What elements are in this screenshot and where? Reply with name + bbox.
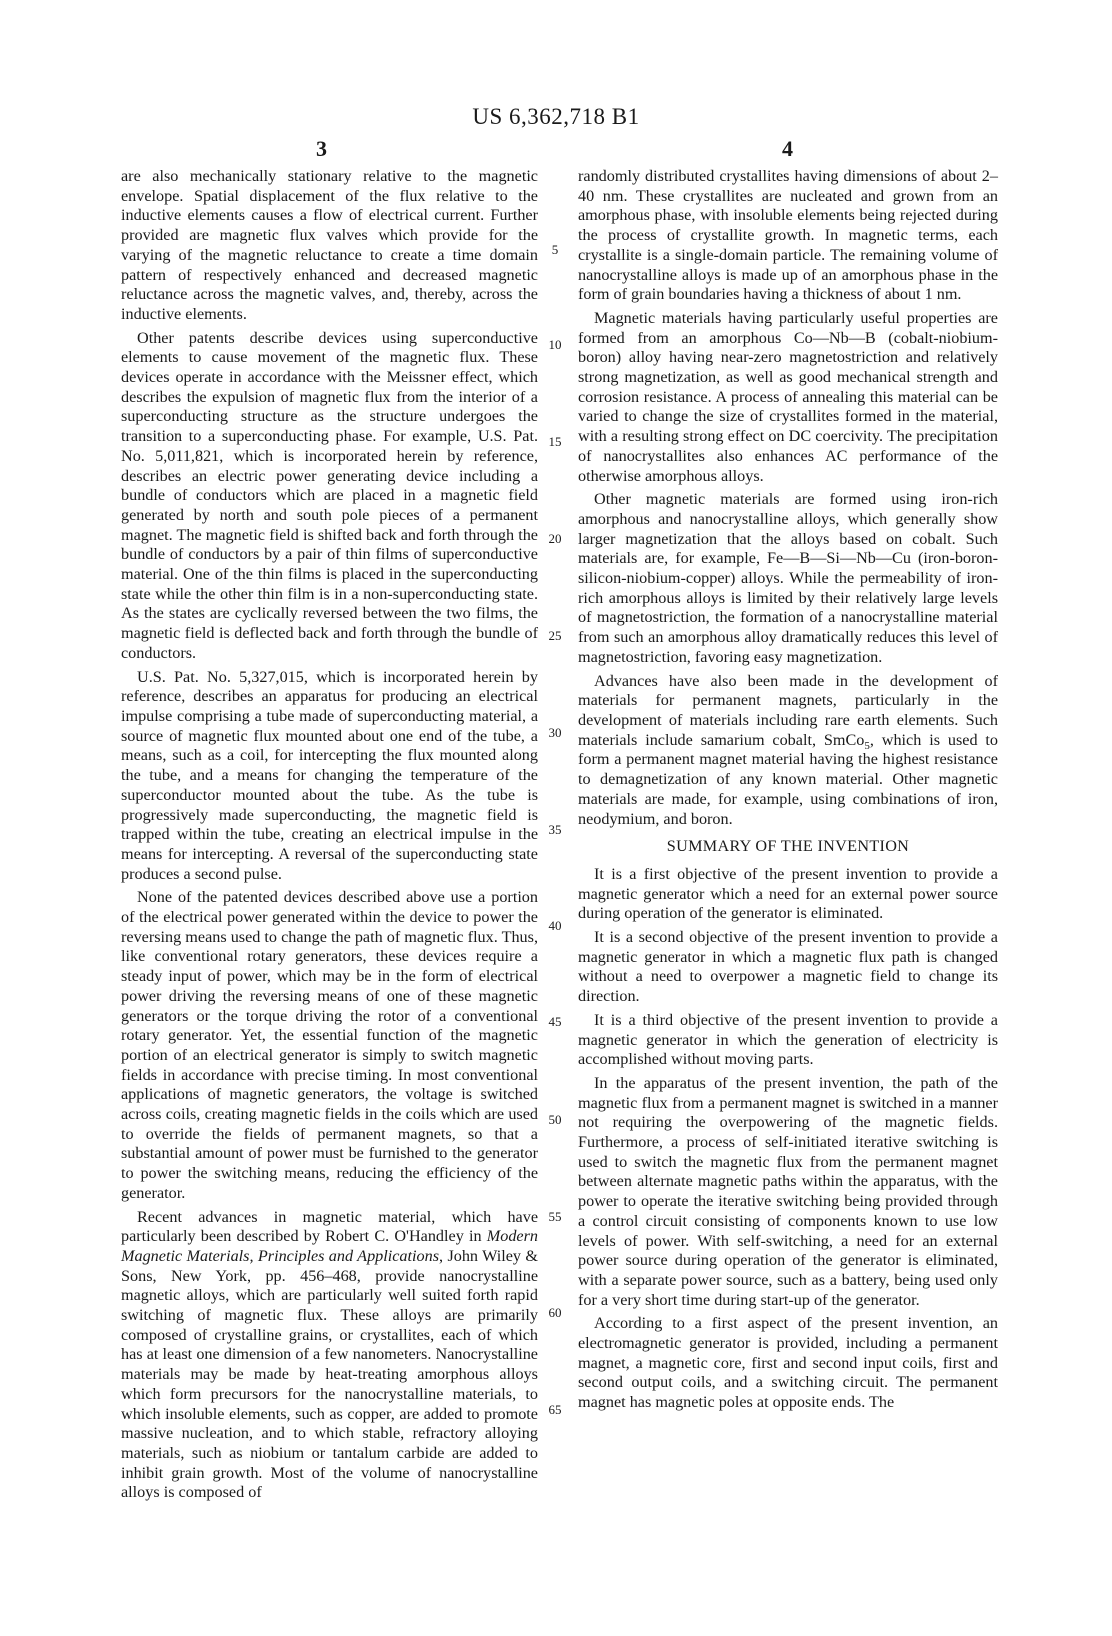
column-number-right: 4 bbox=[782, 136, 793, 161]
paragraph-text: Advances have also been made in the development of materials for permanent magnets, particularly in the development of materials including rare earth elements. Such materials include samarium cobalt, SmCo bbox=[578, 671, 998, 749]
paragraph: In the apparatus of the present invention, the path of the magnetic flux from a permanent magnet is switched in a manner not requiring the overpowering of the magnetic fields. Furthermore, a process of self-initiated iterative switching is used to switch the magnetic flux from the permanent magnet between alternate magnetic paths within the apparatus, with the power to operate the iterative switching being provided through a control circuit consisting of components known to use low levels of power. With self-switching, a need for an external power source during operation of the generator is eliminated, with a separate power source, such as a battery, being used only for a very short time during start-up of the generator. bbox=[578, 1073, 998, 1309]
paragraph: It is a second objective of the present invention to provide a magnetic generator in which a magnetic flux path is changed without a need to overpower a magnetic field to change its direction. bbox=[578, 928, 998, 1006]
paragraph-text: Recent advances in magnetic material, which have particularly been described by Robert C. O'Handley in bbox=[121, 1207, 538, 1246]
left-column bbox=[121, 167, 538, 1507]
right-column bbox=[578, 167, 998, 1417]
paragraph: It is a third objective of the present invention to provide a magnetic generator in which the generation of electricity is accomplished without moving parts. bbox=[578, 1010, 998, 1069]
line-number: 10 bbox=[548, 337, 562, 352]
patent-number: US 6,362,718 B1 bbox=[472, 104, 640, 129]
section-heading: SUMMARY OF THE INVENTION bbox=[666, 837, 910, 856]
paragraph: randomly distributed crystallites having dimensions of about 2–40 nm. These crystallites are nucleated and grown from an amorphous phase, with insoluble elements being rejected during the process of crystallite growth. In magnetic terms, each crystallite is a single-domain particle. The remaining volume of nanocrystalline alloys is made up of an amorphous phase in the form of grain boundaries having a thickness of about 1 nm. bbox=[578, 167, 998, 304]
paragraph: Other patents describe devices using superconductive elements to cause movement of the magnetic flux. These devices operate in accordance with the Meissner effect, which describes the expulsion of magnetic flux from the interior of a superconducting structure as the structure undergoes the transition to a superconducting phase. For example, U.S. Pat. No. 5,011,821, which is incorporated herein by reference, describes an electric power generating device including a bundle of conductors which are placed in a magnetic field generated by north and south pole pieces of a permanent magnet. The magnetic field is shifted back and forth through the bundle of conductors by a pair of thin films of superconductive material. One of the thin films is placed in the superconducting state while the other thin film is in a non-superconducting state. As the states are cyclically reversed between the two films, the magnetic field is deflected back and forth through the bundle of conductors. bbox=[121, 328, 538, 662]
paragraph: None of the patented devices described above use a portion of the electrical power generated within the device to power the reversing means used to change the path of magnetic flux. Thus, like conventional rotary generators, these devices require a steady input of power, which may be in the form of electrical power driving the reversing means of one of these magnetic generators or the torque driving the rotor of a conventional rotary generator. Yet, the essential function of the magnetic portion of an electrical generator is simply to switch magnetic fields in accordance with precise timing. In most conventional applications of magnetic generators, the voltage is switched across coils, creating magnetic fields in the coils which are used to override the fields of permanent magnets, so that a substantial amount of power must be furnished to the generator to power the switching means, reducing the efficiency of the generator. bbox=[121, 888, 538, 1202]
paragraph: U.S. Pat. No. 5,327,015, which is incorporated herein by reference, describes an apparatus for producing an electrical impulse comprising a tube made of superconducting material, a source of magnetic flux mounted about one end of the tube, a means, such as a coil, for intercepting the flux mounted along the tube, and a means for changing the temperature of the superconductor mounted about the tube. As the tube is progressively made superconducting, the magnetic field is trapped within the tube, creating an electrical impulse in the means for intercepting. A reversal of the superconducting state produces a second pulse. bbox=[121, 667, 538, 883]
subscript: 5 bbox=[864, 739, 870, 752]
paragraph: are also mechanically stationary relative to the magnetic envelope. Spatial displacement of the flux relative to the inductive elements causes a flow of electrical current. Further provided are magnetic flux valves which provide for the varying of the magnetic reluctance to create a time domain pattern of respectively enhanced and decreased magnetic reluctance across the magnetic valves, and, thereby, across the inductive elements. bbox=[121, 167, 538, 323]
paragraph-text: , John Wiley & Sons, New York, pp. 456–468, provide nanocrystalline magnetic alloys, which are particularly well suited forth rapid switching of magnetic flux. These alloys are primarily composed of crystalline grains, or crystallites, each of which has at least one dimension of a few nanometers. Nanocrystalline materials may be made by heat-treating amorphous alloys which form precursors for the nanocrystalline materials, to which insoluble elements, such as copper, are added to promote massive nucleation, and to which stable, refractory alloying materials, such as niobium or tantalum carbide are added to inhibit grain growth. Most of the volume of nanocrystalline alloys is composed of bbox=[121, 1246, 538, 1502]
book-title: Modern Magnetic Materials, Principles and Applications bbox=[121, 1227, 538, 1265]
line-number: 15 bbox=[548, 434, 562, 449]
line-number: 45 bbox=[548, 1014, 562, 1029]
line-number: 25 bbox=[548, 628, 562, 643]
column-number-left: 3 bbox=[316, 136, 327, 161]
line-number: 30 bbox=[548, 725, 562, 740]
paragraph: Other magnetic materials are formed using iron-rich amorphous and nanocrystalline alloys, which generally show larger magnetization that the alloys based on cobalt. Such materials are, for example, Fe—B—Si—Nb—Cu (iron-boron-silicon-niobium-copper) alloys. While the permeability of iron-rich amorphous alloys is limited by their relatively large levels of magnetostriction, the formation of a nanocrystalline material from such an amorphous alloy dramatically reduces this level of magnetostriction, favoring easy magnetization. bbox=[578, 490, 998, 666]
line-number: 40 bbox=[548, 918, 562, 933]
line-number: 35 bbox=[548, 822, 562, 837]
line-number: 20 bbox=[548, 531, 562, 546]
paragraph: Magnetic materials having particularly useful properties are formed from an amorphous Co—Nb—B (cobalt-niobium-boron) alloy having near-zero magnetostriction and relatively strong magnetization, as well as good mechanical strength and corrosion resistance. A process of annealing this material can be varied to change the size of crystallites formed in the material, with a resulting strong effect on DC coercivity. The precipitation of nanocrystallites also enhances AC performance of the otherwise amorphous alloys. bbox=[578, 308, 998, 485]
paragraph bbox=[121, 1208, 538, 1504]
line-number: 5 bbox=[551, 242, 559, 257]
paragraph bbox=[578, 672, 998, 830]
paragraph-text: , which is used to form a permanent magnet material having the highest resistance to demagnetization of any known material. Other magnetic materials are made, for example, using combinations of iron, neodymium, and boron. bbox=[578, 730, 998, 828]
paragraph: It is a first objective of the present invention to provide a magnetic generator which a need for an external power source during operation of the generator is eliminated. bbox=[578, 864, 998, 923]
line-number: 50 bbox=[548, 1112, 562, 1127]
line-number: 55 bbox=[548, 1209, 562, 1224]
line-number: 65 bbox=[548, 1402, 562, 1417]
line-number: 60 bbox=[548, 1305, 562, 1320]
paragraph: According to a first aspect of the present invention, an electromagnetic generator is provided, including a permanent magnet, a magnetic core, first and second input coils, first and second output coils, and a switching circuit. The permanent magnet has magnetic poles at opposite ends. The bbox=[578, 1314, 998, 1412]
